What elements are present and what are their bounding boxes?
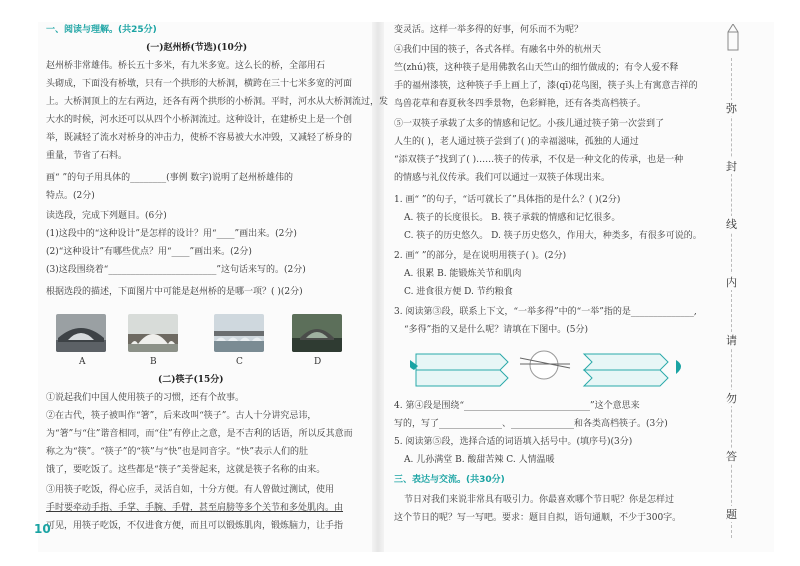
option-row: C. 筷子的历史悠久。 D. 筷子历史悠久，作用大，种类多，有很多可说的。: [404, 231, 702, 241]
para2-line: 称之为“筷”。“筷子”的“筷”与“快”也是同音字。“快”表示人们的肚: [46, 447, 309, 457]
bridge-image-c[interactable]: [214, 314, 264, 352]
section-title: 一、阅读与理解。(共25分): [46, 25, 157, 35]
para1-line: 重量，节省了石料。: [46, 151, 128, 161]
question-2-item: (1)这段中的“这种设计”是怎样的设计？用“____”画出来。(2分): [46, 229, 297, 239]
para3-line: ③用筷子吃饭，得心应手，灵活自如，十分方便。有人曾做过测试，使用: [46, 485, 335, 495]
para3-line: 手时要牵动手指、手掌、手腕、手臂，甚至肩膀等多个关节和多处肌肉。由: [46, 503, 344, 513]
pencil-icon: [726, 24, 740, 52]
diagram-answer-box: [416, 370, 508, 386]
para5-line: 的情感与礼仪传承。我们可以通过一双筷子体现出来。: [394, 173, 611, 183]
seal-char: 勿: [726, 392, 737, 405]
para4-line: 竺(zhú)筷，这种筷子是用佛教名山天竺山的细竹做成的；有令人爱不释: [394, 63, 679, 73]
para4-line: 手的福州漆筷，这种筷子手上画上了，漆(qī)花鸟图，筷子头上有寓意吉祥的: [394, 81, 698, 91]
seal-char: 题: [726, 508, 737, 521]
bridge-label-c: C: [236, 357, 243, 367]
seal-char: 请: [726, 334, 737, 347]
option-row: A. 筷子的长度很长。 B. 筷子承载的情感和记忆很多。: [404, 213, 621, 223]
option-row: C. 进食很方便 D. 节约粮食: [404, 287, 513, 297]
seal-char: 线: [726, 218, 737, 231]
para2-line: 饿了，要吃饭了。这些都是“筷子”美誉起来，这就是筷子名称的由来。: [46, 465, 326, 475]
bridge-label-a: A: [79, 357, 86, 367]
bridge-label-b: B: [150, 357, 157, 367]
bridge-image-d[interactable]: [292, 314, 342, 352]
question-2-item: (2)“这种设计”有哪些优点？用“____”画出来。(2分): [46, 247, 252, 257]
para1-line: 举，既减轻了流水对桥身的冲击力，使桥不容易被大水冲毁，又减轻了桥身的: [46, 133, 353, 143]
diagram-answer-box: [416, 354, 508, 370]
chopstick-diagram: [410, 340, 690, 390]
question-4: 4. 第④段是围绕“____________________________”这个意思来: [394, 401, 640, 411]
para1-line: 上。大桥洞顶上的左右两边，还各有两个拱形的小桥洞。平时，河水从大桥洞流过，发: [46, 97, 389, 107]
question-5-options: A. 儿孙满堂 B. 酸甜苦辣 C. 人情温暖: [404, 455, 555, 465]
seal-char: 内: [726, 276, 737, 289]
seal-char: 封: [726, 160, 737, 173]
question-item: 1. 画“ ”的句子，“话可就长了”具体指的是什么？( )(2分): [394, 195, 621, 205]
para3-line: 可见，用筷子吃饭，不仅进食方便，而且可以锻炼肌肉，锻炼脑力，让手指: [46, 521, 344, 531]
seal-line-sidebar: [712, 22, 752, 552]
part2-title: (二)筷子(15分): [158, 375, 224, 385]
para1-line: 大水的时候，河水还可以从四个小桥洞流过。这种设计，在建桥史上是一个创: [46, 115, 353, 125]
right-page: [394, 22, 702, 552]
left-page: [34, 22, 389, 552]
question-2: 读选段，完成下列题目。(6分): [46, 211, 167, 221]
para2-line: 为“箸”与“住”谐音相同，而“住”有停止之意，是不吉利的话语，所以反其意而: [46, 429, 353, 439]
para5-line: ⑤一双筷子承载了太多的情感和记忆。小孩儿通过筷子第一次尝到了: [394, 119, 665, 129]
seal-dashed-line: [731, 58, 733, 538]
question-5: 5. 阅读第⑤段，选择合适的词语填入括号中。(填序号)(3分): [394, 437, 633, 447]
question-item: 3. 阅读第③段，联系上下文，“一举多得”中的“一举”指的是______________,: [394, 307, 697, 317]
para4-line: ④我们中国的筷子，各式各样。有融名中外的杭州天: [394, 45, 602, 55]
bridge-label-d: D: [314, 357, 322, 367]
diagram-answer-box: [584, 354, 668, 370]
para4-line: 鸟兽花草和春夏秋冬四季景物，色彩鲜艳，还有各类高档筷子。: [394, 99, 647, 109]
para2-line: ①说起我们中国人使用筷子的习惯，还有个故事。: [46, 393, 245, 403]
seal-char: 弥: [726, 102, 737, 115]
section3-text: 这个节日的呢？写一写吧。要求：题目自拟，语句通顺，不少于300字。: [394, 513, 682, 523]
para1-line: 赵州桥非常雄伟。桥长五十多米，有九米多宽。这么长的桥，全部用石: [46, 61, 326, 71]
para2-line: ②在古代，筷子被叫作“箸”，后来改叫“筷子”。古人十分讲究忌讳，: [46, 411, 317, 421]
seal-char: 答: [726, 450, 737, 463]
bridge-image-a[interactable]: [56, 314, 106, 352]
para3-cont: 变灵活。这样一举多得的好事，何乐而不为呢？: [394, 25, 584, 35]
question-item: 2. 画“ ”的部分，是在说明用筷子( )。(2分): [394, 251, 567, 261]
question-item-cont: “多得”指的又是什么呢？请填在下图中。(5分): [404, 325, 588, 335]
question-3: 根据选段的描述，下面图片中可能是赵州桥的是哪一项？( )(2分): [46, 287, 303, 297]
part1-title: (一)赵州桥(节选)(10分): [146, 43, 248, 53]
option-row: A. 很累 B. 能锻炼关节和肌肉: [404, 269, 522, 279]
question-1-cont: 特点。(2分): [46, 191, 95, 201]
para1-line: 头砌成，下面没有桥墩，只有一个拱形的大桥洞，横跨在三十七米多宽的河面: [46, 79, 353, 89]
question-2-item: (3)这段围绕着“________________________”这句话来写的。(2分): [46, 265, 306, 275]
page-number: 10: [34, 522, 51, 536]
para5-line: 人生的( )，老人通过筷子尝到了( )的幸福滋味，孤独的人通过: [394, 137, 639, 147]
question-4-cont: 写的，写了______________、______________和各类高档筷子。(3分): [394, 419, 668, 429]
bridge-image-b[interactable]: [128, 314, 178, 352]
para5-line: “添双筷子”找到了( )……筷子的传承，不仅是一种文化的传承，也是一种: [394, 155, 684, 165]
diagram-answer-box: [584, 370, 668, 386]
section3-text: 节日对我们来说非常具有吸引力。你最喜欢哪个节日呢？你是怎样过: [404, 495, 675, 505]
question-1: 画“ ”的句子用具体的________(事例 数字)说明了赵州桥雄伟的: [46, 173, 293, 183]
section3-title: 三、表达与交流。(共30分): [394, 475, 505, 485]
